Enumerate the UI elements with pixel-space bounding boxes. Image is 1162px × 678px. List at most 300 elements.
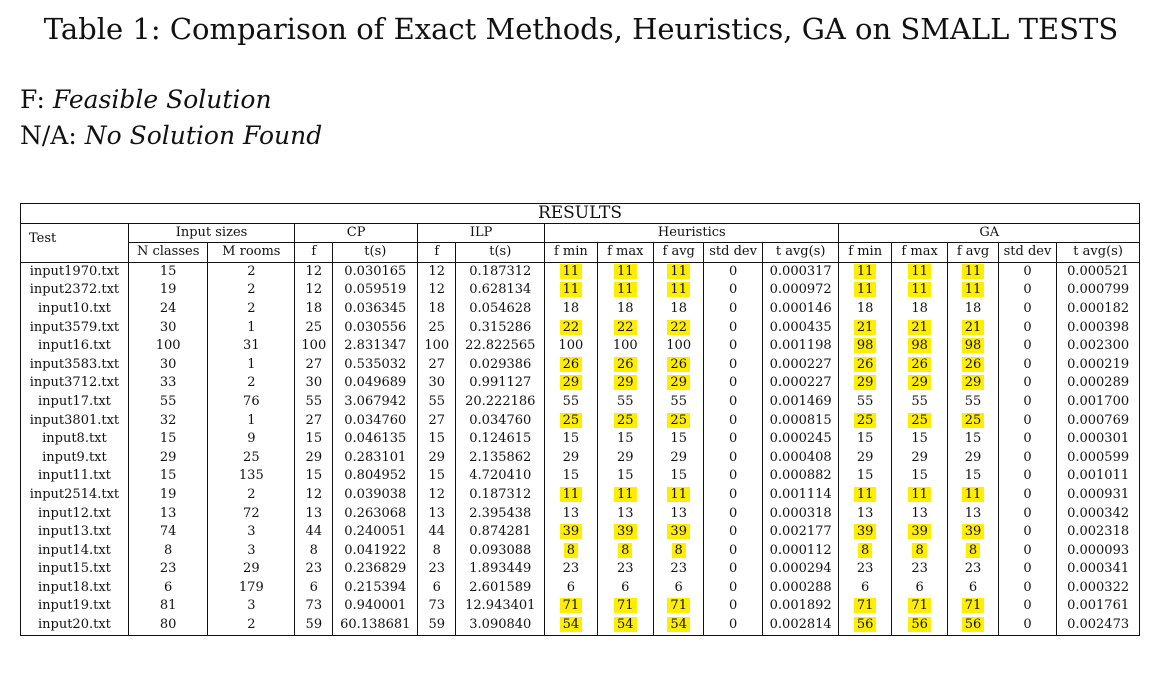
ga-tavg-cell: [1057, 262, 1140, 281]
table-row: [21, 560, 1140, 579]
cell-value: 18: [305, 300, 323, 316]
ilp-t-cell: [456, 393, 545, 412]
cell-value: 0.000521: [1067, 263, 1130, 279]
heur-std-cell: [704, 467, 762, 486]
heur-tavg-cell: [762, 505, 839, 524]
cell-value: 0: [728, 542, 738, 558]
heur-favg-cell: [654, 393, 704, 412]
ilp-f-cell: [418, 467, 456, 486]
cp-t-cell: [333, 523, 418, 542]
ilp-f-cell: [418, 374, 456, 393]
ga-fmax-cell: [891, 262, 947, 281]
heur-fmin-cell: [545, 467, 597, 486]
cell-value: 27: [428, 356, 446, 372]
cell-value: 21: [908, 320, 931, 335]
heur-fmin-cell: [545, 356, 597, 375]
cell-value: 0: [728, 561, 738, 577]
heur-std-cell: [704, 412, 762, 431]
ga-favg-cell: [948, 616, 998, 635]
test-name-cell: [21, 616, 129, 635]
cell-value: 0.000219: [1067, 356, 1130, 372]
cell-value: 2: [247, 617, 256, 633]
cell-value: 25: [667, 413, 690, 428]
heur-tavg-cell: [762, 412, 839, 431]
cell-value: input8.txt: [42, 431, 107, 447]
cp-f-cell: [295, 319, 333, 338]
heur-fmax-cell: [597, 505, 653, 524]
cell-value: 0: [1023, 356, 1032, 372]
ga-tavg-cell: [1057, 579, 1140, 598]
ga-favg-cell: [948, 579, 998, 598]
cell-value: 8: [966, 543, 980, 558]
cell-value: 11: [908, 487, 931, 502]
cell-value: 0: [1023, 449, 1032, 465]
m-rooms-cell: [208, 262, 295, 281]
cell-value: 0.041922: [344, 542, 407, 558]
cell-value: 39: [614, 524, 637, 539]
cell-value: 26: [854, 357, 877, 372]
ilp-f-cell: [418, 523, 456, 542]
heur-tavg-cell: [762, 449, 839, 468]
cell-value: 6: [309, 579, 318, 595]
m-rooms-cell: [208, 412, 295, 431]
cell-value: 100: [558, 338, 584, 354]
ilp-f-cell: [418, 319, 456, 338]
test-name-cell: [21, 412, 129, 431]
heur-fmax-cell: [597, 262, 653, 281]
cell-value: 0.000289: [1067, 375, 1130, 391]
cell-value: 0: [1023, 412, 1032, 428]
cell-value: input13.txt: [37, 524, 111, 540]
cell-value: 56: [854, 617, 877, 632]
cell-value: 0.034760: [469, 412, 532, 428]
cell-value: input19.txt: [37, 598, 111, 614]
cell-value: 13: [305, 505, 323, 521]
heur-std-cell: [704, 393, 762, 412]
heur-favg-cell: [654, 449, 704, 468]
ga-std-cell: [998, 356, 1056, 375]
heur-tavg-cell: [762, 467, 839, 486]
cell-value: 8: [432, 542, 441, 558]
cp-f-cell: [295, 412, 333, 431]
cell-value: 15: [159, 468, 177, 484]
heur-std-cell: [704, 505, 762, 524]
ilp-t-cell: [456, 319, 545, 338]
cell-value: 0.315286: [469, 319, 532, 335]
test-name-cell: [21, 597, 129, 616]
ga-fmax-cell: [891, 393, 947, 412]
heur-std-cell: [704, 319, 762, 338]
cp-f-cell: [295, 467, 333, 486]
cell-value: 12: [428, 282, 446, 298]
cell-value: 0.000245: [769, 431, 832, 447]
cell-value: input1970.txt: [29, 263, 120, 279]
n-classes-cell: [128, 505, 208, 524]
cell-value: 15: [159, 263, 177, 279]
cp-f-cell: [295, 560, 333, 579]
cell-value: 0.000398: [1067, 319, 1130, 335]
cell-value: 100: [666, 338, 692, 354]
legend-desc: Feasible Solution: [52, 85, 272, 114]
cell-value: 55: [305, 393, 323, 409]
cell-value: 2: [247, 282, 256, 298]
cell-value: 13: [856, 505, 874, 521]
heur-fmin-cell: [545, 579, 597, 598]
cell-value: 56: [908, 617, 931, 632]
cell-value: 2.395438: [469, 505, 532, 521]
cell-value: 0.124615: [469, 431, 532, 447]
n-classes-cell: [128, 374, 208, 393]
cell-value: 0.002318: [1067, 524, 1130, 540]
cell-value: 0.000182: [1067, 300, 1130, 316]
ilp-t-cell: [456, 560, 545, 579]
ga-fmin-cell: [839, 262, 891, 281]
cp-t-cell: [333, 467, 418, 486]
ga-std-cell: [998, 597, 1056, 616]
cell-value: 18: [562, 300, 580, 316]
cell-value: 21: [854, 320, 877, 335]
ilp-f-cell: [418, 393, 456, 412]
m-rooms-cell: [208, 523, 295, 542]
n-classes-cell: [128, 337, 208, 356]
heur-favg-cell: [654, 486, 704, 505]
cell-value: 0: [728, 617, 738, 633]
heur-favg-cell: [654, 616, 704, 635]
heur-fmin-cell: [545, 300, 597, 319]
cell-value: 98: [908, 338, 931, 353]
cell-value: 0.002177: [769, 524, 832, 540]
cell-value: input3579.txt: [29, 319, 120, 335]
cell-value: 0.036345: [344, 300, 407, 316]
heur-tavg-cell: [762, 300, 839, 319]
cell-value: 1: [247, 412, 256, 428]
test-name-cell: [21, 393, 129, 412]
legend-no-solution: [20, 121, 322, 150]
ga-fmin-cell: [839, 412, 891, 431]
ilp-f-cell: [418, 262, 456, 281]
cell-value: 2: [247, 486, 256, 502]
cell-value: 0.187312: [469, 486, 532, 502]
test-name-cell: [21, 486, 129, 505]
test-name-cell: [21, 300, 129, 319]
cell-value: 2: [247, 263, 256, 279]
cell-value: 0: [1023, 393, 1032, 409]
ilp-f-cell: [418, 616, 456, 635]
ga-std-cell: [998, 281, 1056, 300]
cell-value: 12.943401: [465, 598, 536, 614]
table-row: [21, 505, 1140, 524]
table-row: [21, 412, 1140, 431]
ga-tavg-cell: [1057, 542, 1140, 561]
ilp-t-cell: [456, 412, 545, 431]
test-name-cell: [21, 579, 129, 598]
n-classes-cell: [128, 486, 208, 505]
ga-std-cell: [998, 505, 1056, 524]
cell-value: 18: [428, 300, 446, 316]
cell-value: 18: [964, 300, 982, 316]
cell-value: 0.000799: [1067, 282, 1130, 298]
test-name-cell: [21, 467, 129, 486]
cell-value: 25: [854, 413, 877, 428]
cell-value: 31: [243, 338, 260, 354]
heur-favg-cell: [654, 542, 704, 561]
cell-value: 23: [159, 561, 177, 577]
cell-value: 55: [911, 393, 928, 409]
table-row: [21, 449, 1140, 468]
ilp-t-cell: [456, 281, 545, 300]
cp-f-cell: [295, 300, 333, 319]
ilp-t-cell: [456, 597, 545, 616]
cell-value: 23: [856, 561, 874, 577]
cp-t-cell: [333, 430, 418, 449]
cell-value: 98: [962, 338, 985, 353]
cell-value: 6: [164, 579, 173, 595]
ilp-f-cell: [418, 412, 456, 431]
cell-value: 26: [560, 357, 583, 372]
cell-value: 0.001469: [769, 393, 832, 409]
cell-value: 2: [247, 300, 256, 316]
heur-fmax-cell: [597, 449, 653, 468]
cell-value: 30: [428, 375, 446, 391]
cell-value: 11: [560, 282, 583, 297]
cp-t-cell: [333, 579, 418, 598]
ilp-f-cell: [418, 542, 456, 561]
cell-value: 8: [618, 543, 632, 558]
cell-value: 18: [911, 300, 928, 316]
heur-fmin-cell: [545, 542, 597, 561]
cell-value: 0: [728, 412, 738, 428]
ga-fmax-cell: [891, 505, 947, 524]
cp-f-cell: [295, 374, 333, 393]
heur-fmax-header: f max: [597, 243, 653, 263]
cell-value: 25: [962, 413, 985, 428]
ga-fmax-cell: [891, 412, 947, 431]
heur-fmin-cell: [545, 393, 597, 412]
cell-value: 39: [667, 524, 690, 539]
cell-value: 0: [728, 579, 738, 595]
cell-value: 0.059519: [344, 282, 407, 298]
cell-value: 23: [911, 561, 928, 577]
heur-tavg-cell: [762, 560, 839, 579]
cell-value: 0.874281: [469, 524, 532, 540]
cell-value: 29: [243, 561, 260, 577]
ilp-t-cell: [456, 486, 545, 505]
n-classes-cell: [128, 262, 208, 281]
cell-value: 76: [243, 393, 260, 409]
cp-t-cell: [333, 597, 418, 616]
heur-fmin-cell: [545, 616, 597, 635]
n-classes-cell: [128, 542, 208, 561]
ga-favg-cell: [948, 356, 998, 375]
heur-tavg-cell: [762, 597, 839, 616]
cell-value: 0.000435: [769, 319, 832, 335]
ga-tavg-cell: [1057, 412, 1140, 431]
ga-fmin-cell: [839, 597, 891, 616]
cell-value: 0.000227: [769, 375, 832, 391]
ilp-f-cell: [418, 486, 456, 505]
ga-std-header: std dev: [998, 243, 1056, 263]
cell-value: 13: [428, 505, 446, 521]
cell-value: 71: [614, 598, 637, 613]
cell-value: input3801.txt: [29, 412, 120, 428]
cp-t-cell: [333, 262, 418, 281]
table-row: [21, 523, 1140, 542]
cell-value: 2.135862: [469, 449, 532, 465]
cell-value: 29: [908, 375, 931, 390]
cell-value: 0.187312: [469, 263, 532, 279]
ga-favg-cell: [948, 319, 998, 338]
ga-favg-cell: [948, 597, 998, 616]
cell-value: 39: [962, 524, 985, 539]
cell-value: 0.000301: [1067, 431, 1130, 447]
cp-f-cell: [295, 337, 333, 356]
cell-value: 15: [911, 468, 928, 484]
test-name-cell: [21, 505, 129, 524]
test-name-cell: [21, 374, 129, 393]
cell-value: 0.030165: [344, 263, 407, 279]
cell-value: 0.049689: [344, 375, 407, 391]
cell-value: 72: [243, 505, 260, 521]
ga-fmax-cell: [891, 356, 947, 375]
heur-tavg-cell: [762, 262, 839, 281]
ga-tavg-cell: [1057, 449, 1140, 468]
n-classes-cell: [128, 560, 208, 579]
cp-t-cell: [333, 449, 418, 468]
table-row: [21, 430, 1140, 449]
results-body: [21, 262, 1140, 635]
cell-value: 0: [728, 505, 738, 521]
cell-value: 0: [1023, 561, 1032, 577]
cell-value: 0.000408: [769, 449, 832, 465]
heur-fmin-cell: [545, 337, 597, 356]
cell-value: 0: [1023, 486, 1032, 502]
cell-value: 8: [858, 543, 872, 558]
cell-value: 0.283101: [344, 449, 407, 465]
cell-value: 71: [908, 598, 931, 613]
cell-value: 55: [856, 393, 874, 409]
cell-value: input20.txt: [37, 617, 111, 633]
cell-value: 0: [728, 300, 738, 316]
cp-t-cell: [333, 356, 418, 375]
heur-fmin-cell: [545, 449, 597, 468]
ga-std-cell: [998, 430, 1056, 449]
cell-value: 74: [159, 524, 177, 540]
cell-value: 71: [962, 598, 985, 613]
cell-value: 0.001761: [1067, 598, 1130, 614]
table-row: [21, 262, 1140, 281]
cell-value: 0: [1023, 263, 1032, 279]
ilp-f-cell: [418, 505, 456, 524]
cell-value: 0.029386: [469, 356, 532, 372]
cp-t-cell: [333, 337, 418, 356]
cp-t-cell: [333, 560, 418, 579]
ilp-t-cell: [456, 505, 545, 524]
cell-value: 0: [728, 431, 738, 447]
heur-std-cell: [704, 560, 762, 579]
n-classes-cell: [128, 616, 208, 635]
cell-value: 2: [247, 375, 256, 391]
ga-fmax-cell: [891, 467, 947, 486]
test-name-cell: [21, 449, 129, 468]
ilp-t-cell: [456, 374, 545, 393]
heur-tavg-cell: [762, 430, 839, 449]
cell-value: 0.001892: [769, 598, 832, 614]
cell-value: 20.222186: [465, 393, 536, 409]
cell-value: 100: [301, 338, 327, 354]
ga-tavg-cell: [1057, 505, 1140, 524]
ga-header: GA: [839, 223, 1140, 243]
ilp-t-header: t(s): [456, 243, 545, 263]
cell-value: 0: [728, 282, 738, 298]
ga-tavg-cell: [1057, 523, 1140, 542]
cell-value: 21: [962, 320, 985, 335]
cell-value: 0: [1023, 579, 1032, 595]
heur-tavg-cell: [762, 281, 839, 300]
ga-favg-cell: [948, 449, 998, 468]
ga-favg-cell: [948, 542, 998, 561]
table-row: [21, 393, 1140, 412]
heur-favg-cell: [654, 281, 704, 300]
table-row: [21, 467, 1140, 486]
cp-f-header: f: [295, 243, 333, 263]
heur-fmax-cell: [597, 467, 653, 486]
cell-value: 15: [305, 468, 323, 484]
cell-value: input2372.txt: [29, 282, 120, 298]
ga-fmax-cell: [891, 560, 947, 579]
ga-tavg-cell: [1057, 616, 1140, 635]
heur-fmax-cell: [597, 337, 653, 356]
cell-value: 29: [964, 449, 982, 465]
cell-value: 73: [428, 598, 446, 614]
heur-favg-cell: [654, 374, 704, 393]
cell-value: 0.000294: [769, 561, 832, 577]
cp-t-cell: [333, 319, 418, 338]
cell-value: 1: [247, 319, 256, 335]
cell-value: 0: [1023, 598, 1032, 614]
cell-value: 0.000599: [1067, 449, 1130, 465]
cell-value: 29: [670, 449, 687, 465]
cell-value: 12: [428, 263, 446, 279]
test-name-cell: [21, 542, 129, 561]
m-rooms-cell: [208, 597, 295, 616]
m-rooms-cell: [208, 579, 295, 598]
cell-value: 44: [428, 524, 446, 540]
heur-favg-cell: [654, 523, 704, 542]
heur-fmax-cell: [597, 579, 653, 598]
ga-std-cell: [998, 523, 1056, 542]
m-rooms-cell: [208, 467, 295, 486]
heur-fmin-cell: [545, 505, 597, 524]
heur-tavg-cell: [762, 319, 839, 338]
m-rooms-cell: [208, 300, 295, 319]
cell-value: 1: [247, 356, 256, 372]
table-row: [21, 579, 1140, 598]
test-name-cell: [21, 262, 129, 281]
cell-value: 0: [1023, 375, 1032, 391]
cell-value: 15: [562, 468, 580, 484]
cell-value: 71: [667, 598, 690, 613]
heur-fmin-cell: [545, 281, 597, 300]
cell-value: 98: [854, 338, 877, 353]
n-classes-cell: [128, 300, 208, 319]
table-row: [21, 542, 1140, 561]
ga-fmin-cell: [839, 393, 891, 412]
cell-value: 3.090840: [469, 617, 532, 633]
cell-value: 0.001700: [1067, 393, 1130, 409]
legend-desc: No Solution Found: [84, 121, 323, 150]
heur-favg-cell: [654, 579, 704, 598]
ga-tavg-cell: [1057, 560, 1140, 579]
